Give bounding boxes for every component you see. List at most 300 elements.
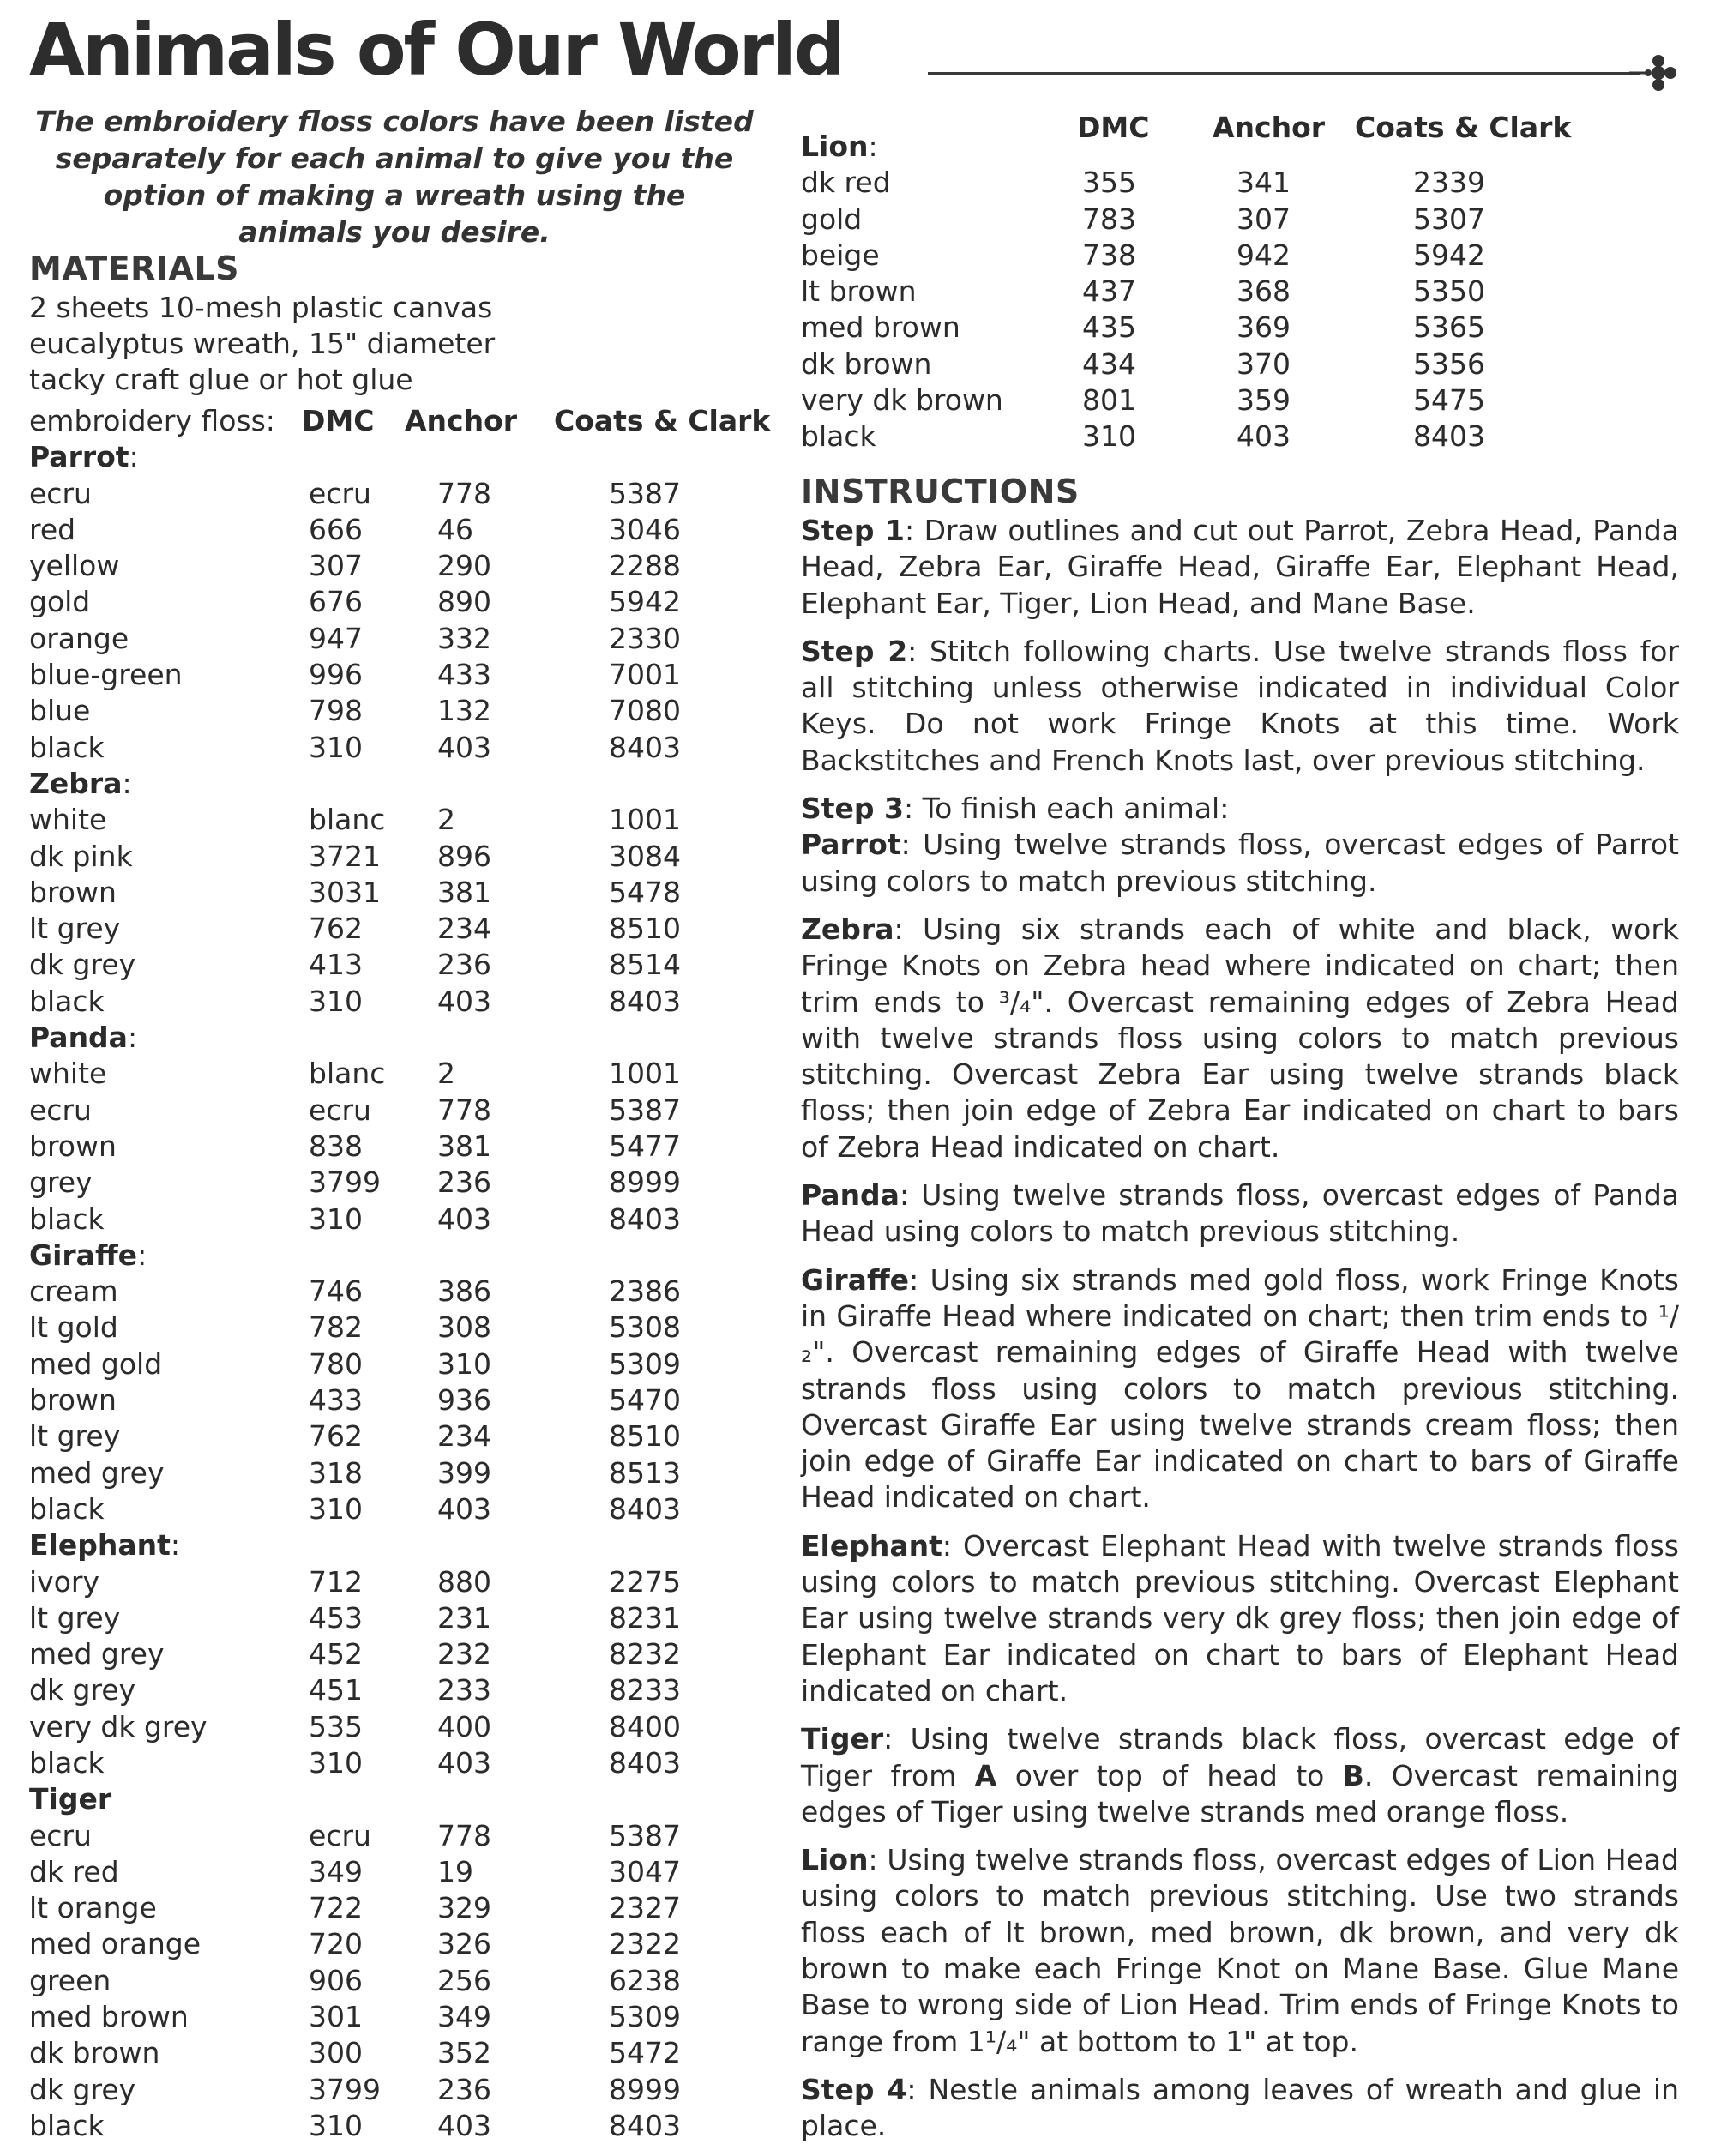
table-row (29, 1745, 767, 1781)
table-row (29, 1056, 767, 1092)
color-name: black (801, 419, 876, 454)
column-header-anchor: Anchor (1213, 111, 1326, 144)
coats-clark-value: 2327 (609, 1891, 681, 1925)
color-name: med gold (29, 1346, 163, 1381)
instruction-label: Lion (801, 1843, 869, 1877)
table-row (29, 1274, 767, 1310)
coats-clark-value: 5307 (1413, 202, 1485, 236)
color-name: very dk grey (29, 1709, 208, 1743)
instruction-label: Step 2 (801, 634, 908, 668)
color-name: dk red (801, 166, 891, 200)
coats-clark-value: 5477 (609, 1129, 681, 1163)
anchor-value: 381 (437, 1129, 491, 1163)
coats-clark-value: 8403 (1413, 419, 1485, 454)
anchor-value: 778 (437, 1818, 491, 1852)
color-name: brown (29, 1383, 117, 1418)
column-header-coats-clark: Coats & Clark (1355, 111, 1572, 144)
dmc-value: 355 (1082, 166, 1136, 200)
color-name: cream (29, 1274, 118, 1309)
instruction-text: B (1342, 1758, 1364, 1792)
table-row (29, 911, 767, 947)
coats-clark-value: 8999 (609, 2072, 681, 2106)
materials-heading: MATERIALS (29, 250, 240, 287)
dmc-value: 3799 (309, 1165, 381, 1200)
anchor-value: 236 (437, 948, 491, 982)
dmc-value: 435 (1082, 310, 1136, 345)
anchor-value: 778 (437, 476, 491, 510)
color-name: beige (801, 238, 880, 272)
dmc-value: 780 (309, 1346, 363, 1381)
table-row (29, 1418, 767, 1454)
color-name: ecru (29, 476, 92, 510)
anchor-value: 326 (437, 1927, 491, 1961)
coats-clark-value: 1001 (609, 803, 681, 837)
page-title: Animals of Our World (29, 8, 843, 92)
table-row (29, 1346, 767, 1382)
table-row (29, 1201, 767, 1238)
instruction-label: Panda (801, 1178, 900, 1213)
color-name: lt grey (29, 1419, 121, 1454)
table-row (801, 382, 1693, 419)
color-name: black (29, 2108, 105, 2142)
table-row (29, 657, 767, 693)
instruction-paragraph (801, 1528, 1679, 1709)
dmc-value: 451 (309, 1673, 363, 1707)
table-row (801, 238, 1693, 274)
dmc-value: blanc (309, 803, 386, 837)
animal-group-label (29, 766, 767, 802)
floss-label: embroidery floss: (29, 404, 275, 437)
color-name: black (29, 984, 105, 1018)
coats-clark-value: 5308 (609, 1310, 681, 1345)
table-row (29, 839, 767, 875)
table-row (29, 476, 767, 512)
color-name: black (29, 1745, 105, 1780)
coats-clark-value: 8403 (609, 984, 681, 1018)
instruction-paragraph (801, 513, 1679, 622)
table-row (29, 1093, 767, 1129)
dmc-value: 310 (309, 1745, 363, 1780)
table-row (29, 1999, 767, 2035)
instruction-text: : Overcast Elephant Head with twelve strands floss using colors to match previous stitching. Overcast Elephant Ear using twelve strands very dk grey floss; then join edge of Elephant Ear indicated on chart to bars of Elephant Head indicated on chart. (801, 1528, 1679, 1707)
table-row (29, 548, 767, 584)
dmc-value: 798 (309, 694, 363, 728)
dmc-value: ecru (309, 476, 371, 510)
instruction-label: Zebra (801, 912, 894, 946)
animal-name: Elephant: (29, 1528, 181, 1563)
table-row (29, 1636, 767, 1672)
color-name: med brown (801, 310, 960, 345)
anchor-value: 2 (437, 1057, 455, 1091)
instruction-text: : Using twelve strands black floss, overcast edge of Tiger from (801, 1722, 1679, 1792)
anchor-value: 400 (437, 1709, 491, 1743)
coats-clark-value: 5472 (609, 2036, 681, 2070)
animal-group-label (801, 129, 1693, 165)
coats-clark-value: 1001 (609, 1057, 681, 1091)
color-name: med orange (29, 1927, 202, 1961)
dmc-value: 783 (1082, 202, 1136, 236)
anchor-value: 403 (437, 730, 491, 764)
animal-name: Panda: (29, 1021, 138, 1055)
coats-clark-value: 8232 (609, 1637, 681, 1671)
color-name: ivory (29, 1564, 99, 1599)
dmc-value: 738 (1082, 238, 1136, 272)
anchor-value: 368 (1237, 274, 1291, 309)
anchor-value: 896 (437, 839, 491, 873)
animal-name: Lion: (801, 129, 878, 163)
color-name: ecru (29, 1093, 92, 1127)
anchor-value: 890 (437, 585, 491, 619)
table-row (29, 584, 767, 620)
coats-clark-value: 5365 (1413, 310, 1485, 345)
anchor-value: 403 (437, 1201, 491, 1236)
instruction-text: : Using twelve strands floss, overcast edges of Parrot using colors to match previous stitching. (801, 828, 1679, 898)
anchor-value: 290 (437, 549, 491, 583)
color-name: dk grey (29, 1673, 136, 1707)
table-row (29, 2035, 767, 2071)
anchor-value: 2 (437, 803, 455, 837)
instruction-text: : Using six strands each of white and black, work Fringe Knots on Zebra head where indicated on chart; then trim ends to ³/₄". Overcast remaining edges of Zebra Head with twelve strands floss using colors to match previous stitching. Overcast Zebra Ear using twelve strands black floss; then join edge of Zebra Ear indicated on chart to bars of Zebra Head indicated on chart. (801, 912, 1679, 1164)
table-row (29, 1491, 767, 1527)
color-name: med brown (29, 2000, 189, 2034)
instruction-text: : Nestle animals among leaves of wreath and glue in place. (801, 2072, 1680, 2143)
color-name: dk brown (29, 2036, 160, 2070)
dmc-value: 996 (309, 658, 363, 692)
anchor-value: 381 (437, 875, 491, 909)
color-name: red (29, 512, 76, 546)
dmc-value: 947 (309, 621, 363, 655)
animal-name-colon: : (122, 766, 132, 800)
instruction-text: : Using six strands med gold floss, work Fringe Knots in Giraffe Head where indicated on chart; then trim ends to ¹/₂". Overcast remaining edges of Giraffe Head with twelve strands floss using colors to match previous stitching. Overcast Giraffe Ear using twelve strands cream floss; then join edge of Giraffe Ear indicated on chart to bars of Giraffe Head indicated on chart. (801, 1262, 1679, 1515)
materials-item: eucalyptus wreath, 15" diameter (29, 327, 496, 360)
dmc-value: 434 (1082, 346, 1136, 381)
coats-clark-value: 8510 (609, 1419, 681, 1454)
coats-clark-value: 8400 (609, 1709, 681, 1743)
dmc-value: 413 (309, 948, 363, 982)
animal-group-label (29, 1020, 767, 1056)
animal-group-label (29, 1527, 767, 1563)
dmc-value: 712 (309, 1564, 363, 1599)
dmc-value: 300 (309, 2036, 363, 2070)
column-header-dmc: DMC (302, 404, 375, 437)
instruction-paragraph (801, 1262, 1679, 1516)
coats-clark-value: 8403 (609, 1745, 681, 1780)
table-row (29, 1455, 767, 1491)
dmc-value: 310 (1082, 419, 1136, 454)
intro-line: The embroidery floss colors have been listed (35, 105, 754, 138)
dmc-value: 433 (309, 1383, 363, 1418)
coats-clark-value: 8999 (609, 1165, 681, 1200)
color-name: blue (29, 694, 91, 728)
table-row (801, 419, 1693, 455)
coats-clark-value: 8403 (609, 2108, 681, 2142)
coats-clark-value: 8403 (609, 730, 681, 764)
table-row (29, 984, 767, 1020)
instructions-heading: INSTRUCTIONS (801, 473, 1080, 510)
coats-clark-value: 8233 (609, 1673, 681, 1707)
coats-clark-value: 7001 (609, 658, 681, 692)
materials-section (29, 247, 767, 398)
animal-name: Parrot: (29, 440, 139, 474)
column-header-anchor: Anchor (405, 404, 518, 437)
coats-clark-value: 5387 (609, 1093, 681, 1127)
intro-note (29, 103, 760, 250)
right-color-table (801, 129, 1693, 455)
dmc-value: 746 (309, 1274, 363, 1309)
table-row (29, 1564, 767, 1600)
anchor-value: 332 (437, 621, 491, 655)
color-name: dk brown (801, 346, 932, 381)
color-name: very dk brown (801, 383, 1003, 418)
coats-clark-value: 5475 (1413, 383, 1485, 418)
table-row (801, 274, 1693, 310)
color-name: grey (29, 1165, 93, 1200)
anchor-value: 359 (1237, 383, 1291, 418)
dmc-value: 310 (309, 984, 363, 1018)
anchor-value: 370 (1237, 346, 1291, 381)
dmc-value: 349 (309, 1854, 363, 1888)
intro-line: separately for each animal to give you the (55, 142, 734, 175)
dmc-value: 782 (309, 1310, 363, 1345)
table-row (29, 2072, 767, 2108)
dmc-value: 535 (309, 1709, 363, 1743)
table-row (29, 1963, 767, 1999)
table-row (29, 1926, 767, 1962)
color-name: med grey (29, 1637, 165, 1671)
dmc-value: 307 (309, 549, 363, 583)
coats-clark-value: 5942 (609, 585, 681, 619)
anchor-value: 19 (437, 1854, 473, 1888)
dmc-value: 3799 (309, 2072, 381, 2106)
dmc-value: 3031 (309, 875, 381, 909)
coats-clark-value: 5350 (1413, 274, 1485, 309)
anchor-value: 341 (1237, 166, 1291, 200)
anchor-value: 942 (1237, 238, 1291, 272)
coats-clark-value: 8403 (609, 1201, 681, 1236)
instruction-label: Elephant (801, 1528, 942, 1563)
dmc-value: 801 (1082, 383, 1136, 418)
coats-clark-value: 3047 (609, 1854, 681, 1888)
color-name: green (29, 1963, 111, 1997)
anchor-value: 46 (437, 512, 473, 546)
color-name: white (29, 1057, 107, 1091)
coats-clark-value: 5356 (1413, 346, 1485, 381)
color-name: lt grey (29, 1600, 121, 1635)
intro-line: animals you desire. (238, 215, 551, 249)
anchor-value: 236 (437, 2072, 491, 2106)
table-row (801, 310, 1693, 346)
anchor-value: 936 (437, 1383, 491, 1418)
anchor-value: 433 (437, 658, 491, 692)
table-row (29, 1818, 767, 1854)
instruction-paragraph (801, 2072, 1679, 2145)
dmc-value: 666 (309, 512, 363, 546)
coats-clark-value: 3084 (609, 839, 681, 873)
instruction-label: Giraffe (801, 1262, 910, 1297)
dmc-value: 453 (309, 1600, 363, 1635)
color-name: blue-green (29, 658, 183, 692)
table-row (29, 1382, 767, 1418)
dmc-value: 722 (309, 1891, 363, 1925)
coats-clark-value: 8513 (609, 1455, 681, 1490)
coats-clark-value: 8514 (609, 948, 681, 982)
table-row (29, 1600, 767, 1636)
anchor-value: 232 (437, 1637, 491, 1671)
dmc-value: ecru (309, 1818, 371, 1852)
color-name: med grey (29, 1455, 165, 1490)
coats-clark-value: 8510 (609, 912, 681, 946)
anchor-value: 403 (437, 1745, 491, 1780)
instructions-section (801, 470, 1679, 2156)
instruction-paragraph (801, 1842, 1679, 2060)
coats-clark-value: 2322 (609, 1927, 681, 1961)
color-name: orange (29, 621, 129, 655)
table-row (29, 621, 767, 657)
coats-clark-value: 2288 (609, 549, 681, 583)
dmc-value: 301 (309, 2000, 363, 2034)
table-row (29, 1854, 767, 1890)
instruction-label: Parrot (801, 828, 901, 862)
dmc-value: 452 (309, 1637, 363, 1671)
coats-clark-value: 2386 (609, 1274, 681, 1309)
table-row (29, 2108, 767, 2144)
dmc-value: 310 (309, 1491, 363, 1526)
instruction-paragraph (801, 1177, 1679, 1250)
left-color-table (29, 403, 767, 2144)
animal-name-colon: : (127, 1021, 138, 1055)
animal-name: Zebra: (29, 766, 132, 800)
color-name: black (29, 730, 105, 764)
color-name: black (29, 1201, 105, 1236)
anchor-value: 307 (1237, 202, 1291, 236)
instruction-text: : Using twelve strands floss, overcast edges of Lion Head using colors to match previous stitching. Use two strands floss each of lt brown, med brown, dk brown, and very dk brown to make each Fringe Knot on Mane Base. Glue Mane Base to wrong side of Lion Head. Trim ends of Fringe Knots to range from 1¹/₄" at bottom to 1" at top. (801, 1843, 1679, 2058)
anchor-value: 233 (437, 1673, 491, 1707)
coats-clark-value: 5387 (609, 476, 681, 510)
dmc-value: 720 (309, 1927, 363, 1961)
animal-name: Giraffe: (29, 1238, 147, 1272)
color-name: gold (29, 585, 91, 619)
materials-item: 2 sheets 10-mesh plastic canvas (29, 291, 493, 324)
color-name: brown (29, 1129, 117, 1163)
coats-clark-value: 2275 (609, 1564, 681, 1599)
anchor-value: 403 (437, 1491, 491, 1526)
anchor-value: 403 (1237, 419, 1291, 454)
dmc-value: 676 (309, 585, 363, 619)
instruction-text: A (974, 1758, 997, 1792)
anchor-value: 352 (437, 2036, 491, 2070)
coats-clark-value: 5478 (609, 875, 681, 909)
table-row (29, 947, 767, 983)
instruction-label: Tiger (801, 1722, 884, 1756)
color-name: lt orange (29, 1891, 157, 1925)
anchor-value: 310 (437, 1346, 491, 1381)
table-row (29, 1672, 767, 1708)
coats-clark-value: 5309 (609, 1346, 681, 1381)
anchor-value: 256 (437, 1963, 491, 1997)
title-rule (928, 72, 1640, 75)
anchor-value: 386 (437, 1274, 491, 1309)
anchor-value: 231 (437, 1600, 491, 1635)
table-row (29, 802, 767, 838)
color-name: black (29, 1491, 105, 1526)
dmc-value: 838 (309, 1129, 363, 1163)
instruction-text: : Stitch following charts. Use twelve strands floss for all stitching unless otherwise indicated in individual Color Keys. Do not work Fringe Knots at this time. Work Backstitches and French Knots last, over previous stitching. (801, 634, 1679, 777)
table-row (29, 1310, 767, 1346)
dmc-value: 437 (1082, 274, 1136, 309)
anchor-value: 329 (437, 1891, 491, 1925)
coats-clark-value: 3046 (609, 512, 681, 546)
instruction-text: : Using twelve strands floss, overcast edges of Panda Head using colors to match previous stitching. (801, 1178, 1679, 1249)
table-row (801, 165, 1693, 201)
animal-group-label (29, 1238, 767, 1274)
anchor-value: 234 (437, 1419, 491, 1454)
anchor-value: 369 (1237, 310, 1291, 345)
color-name: dk red (29, 1854, 119, 1888)
coats-clark-value: 8231 (609, 1600, 681, 1635)
coats-clark-value: 2339 (1413, 166, 1485, 200)
dmc-value: 310 (309, 1201, 363, 1236)
materials-item: tacky craft glue or hot glue (29, 363, 413, 396)
color-name: white (29, 803, 107, 837)
table-row (29, 730, 767, 766)
table-row (29, 693, 767, 729)
coats-clark-value: 7080 (609, 694, 681, 728)
instruction-label: Step 3 (801, 792, 904, 826)
flourish-ornament-icon (1629, 53, 1681, 96)
instruction-text: : To finish each animal: (904, 792, 1230, 826)
animal-group-label (29, 1781, 767, 1817)
instruction-paragraph (801, 634, 1679, 779)
anchor-value: 880 (437, 1564, 491, 1599)
color-name: lt gold (29, 1310, 118, 1345)
table-row (29, 1890, 767, 1926)
coats-clark-value: 5309 (609, 2000, 681, 2034)
animal-name: Tiger (29, 1782, 112, 1816)
anchor-value: 308 (437, 1310, 491, 1345)
color-name: dk grey (29, 948, 136, 982)
anchor-value: 399 (437, 1455, 491, 1490)
table-row (29, 1129, 767, 1165)
anchor-value: 132 (437, 694, 491, 728)
table-row (29, 1709, 767, 1745)
animal-name-colon: : (129, 440, 139, 474)
instruction-label: Step 1 (801, 514, 906, 547)
table-row (29, 875, 767, 911)
coats-clark-value: 8403 (609, 1491, 681, 1526)
anchor-value: 403 (437, 2108, 491, 2142)
intro-line: option of making a wreath using the (103, 178, 686, 212)
animal-name-colon: : (137, 1238, 147, 1272)
dmc-value: 762 (309, 1419, 363, 1454)
dmc-value: 310 (309, 2108, 363, 2142)
dmc-value: 318 (309, 1455, 363, 1490)
dmc-value: blanc (309, 1057, 386, 1091)
table-row (29, 1165, 767, 1201)
coats-clark-value: 5387 (609, 1818, 681, 1852)
color-name: gold (801, 202, 863, 236)
table-spacer (29, 403, 767, 439)
column-header-coats-clark: Coats & Clark (554, 404, 771, 437)
instruction-text: : Draw outlines and cut out Parrot, Zebra Head, Panda Head, Zebra Ear, Giraffe Head, Giraffe Ear, Elephant Head, Elephant Ear, Tiger, Lion Head, and Mane Base. (801, 514, 1679, 620)
anchor-value: 234 (437, 912, 491, 946)
color-name: ecru (29, 1818, 92, 1852)
color-name: brown (29, 875, 117, 909)
table-row (801, 202, 1693, 238)
dmc-value: 762 (309, 912, 363, 946)
anchor-value: 778 (437, 1093, 491, 1127)
instruction-label: Step 4 (801, 2072, 907, 2106)
table-row (29, 512, 767, 548)
